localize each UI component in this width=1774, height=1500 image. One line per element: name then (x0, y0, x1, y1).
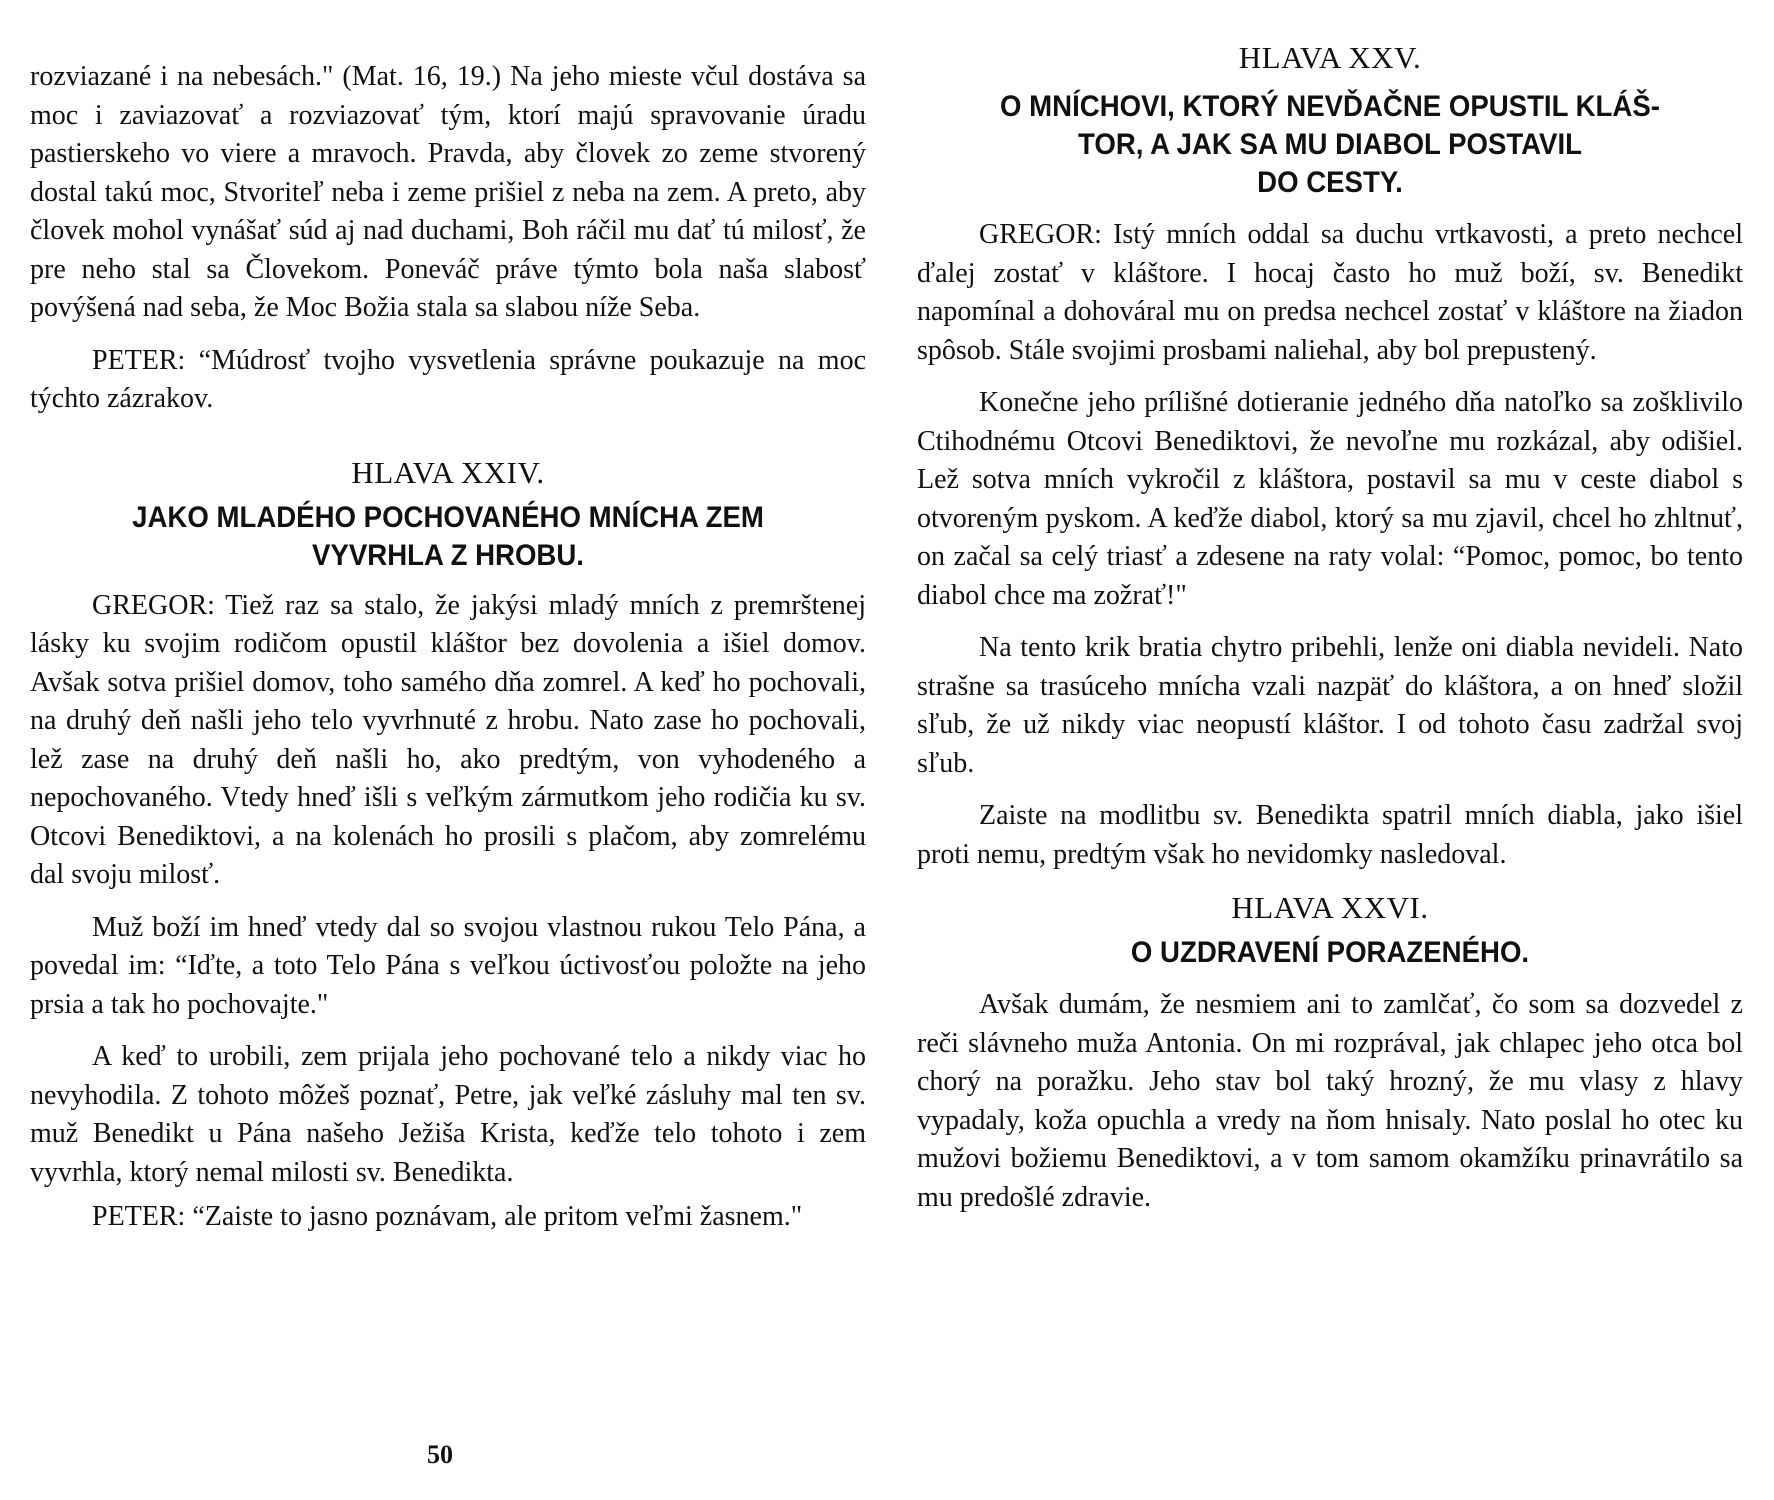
paragraph: Avšak dumám, že nesmiem ani to zamlčať, čo som sa dozvedel z reči slávneho muža Antonia. On mi rozprával, jak chlapec jeho otca bol chorý na poražku. Jeho stav bol taký hrozný, že mu vlasy z hlavy vypadaly, koža opuchla a vredy na ňom hnisaly. Nato poslal ho otec ku mužovi božiemu Benediktovi, a v tom samom okamžíku prinavrátilo sa mu predošlé zdravie. (917, 989, 1743, 1213)
paragraph: Muž boží im hneď vtedy dal so svojou vlastnou rukou Telo Pána, a povedal im: “Iďte, a toto Telo Pána s veľkou úctivosťou položte na jeho prsia a tak ho pochovajte." (30, 911, 866, 1020)
paragraph: Zaiste na modlitbu sv. Benedikta spatril mních diabla, jako išiel proti nemu, predtým však ho nevidomky nasledoval. (917, 800, 1743, 870)
chapter-label-xxiv: HLAVA XXIV. (351, 454, 545, 490)
chapter-label-xxv: HLAVA XXV. (1238, 40, 1422, 75)
paragraph-peter: PETER: “Zaiste to jasno poznávam, ale pritom veľmi žasnem." (92, 1201, 803, 1232)
paragraph: Na tento krik bratia chytro pribehli, lenže oni diabla nevideli. Nato strašne sa trasúceho mnícha vzali nazpäť do kláštora, a on hneď složil sľub, že už nikdy viac neopustí kláštor. I od tohoto času zadržal svoj sľub. (917, 632, 1743, 779)
paragraph-peter: PETER: “Múdrosť tvojho vysvetlenia správne poukazuje na moc týchto zázrakov. (30, 344, 866, 414)
chapter-title-xxvi: O UZDRAVENÍ PORAZENÉHO. (1130, 936, 1530, 969)
page-number: 50 (427, 1440, 453, 1469)
paragraph: rozviazané i na nebesách." (Mat. 16, 19.) Na jeho mieste včul dostáva sa moc i zaviazovať a rozviazovať tým, ktorí majú spravovanie úradu pastierskeho vo viere a mravoch. Pravda, aby človek zo zeme stvorený dostal takú moc, Stvoriteľ neba i zeme prišiel z neba na zem. A preto, aby človek mohol vynášať súd aj nad duchami, Boh ráčil mu dať tú milosť, že pre neho stal sa Človekom. Poneváč práve týmto bola naša slabosť povýšená nad seba, že Moc Božia stala sa slabou níže Seba. (30, 61, 866, 323)
title-line: DO CESTY. (1257, 166, 1403, 199)
title-line: O MNÍCHOVI, KTORÝ NEVĎAČNE OPUSTIL KLÁŠ- (1000, 90, 1660, 123)
right-page (917, 38, 1743, 1217)
paragraph: A keď to urobili, zem prijala jeho pochované telo a nikdy viac ho nevyhodila. Z tohoto môžeš poznať, Petre, jak veľké zásluhy mal ten sv. muž Benedikt u Pána našeho Ježiša Krista, keďže telo tohoto i zem vyvrhla, ktorý nemal milosti sv. Benedikta. (30, 1041, 866, 1188)
paragraph-gregor: GREGOR: Istý mních oddal sa duchu vrtkavosti, a preto nechcel ďalej zostať v kláštore. I hocaj často ho muž boží, sv. Benedikt napomínal a dohováral mu on predsa nechcel zostať v kláštore na žiadon spôsob. Stále svojimi prosbami naliehal, aby bol prepustený. (917, 219, 1743, 366)
paragraph: Konečne jeho prílišné dotieranie jedného dňa natoľko sa zošklivilo Ctihodnému Otcovi Benediktovi, že nevoľne mu rozkázal, aby odišiel. Lež sotva mních vykročil z kláštora, postavil sa mu v ceste diabol s otvoreným pyskom. A keďže diabol, ktorý sa mu zjavil, chcel ho zhltnuť, on začal sa celý triasť a zdesene na raty volal: “Pomoc, pomoc, bo tento diabol chce ma zožrať!" (917, 387, 1743, 611)
left-page (30, 58, 866, 1237)
chapter-label-xxvi: HLAVA XXVI. (1231, 890, 1429, 925)
chapter-title-xxv (950, 88, 1710, 202)
paragraph-gregor: GREGOR: Tiež raz sa stalo, že jakýsi mladý mních z premrštenej lásky ku svojim rodičom opustil kláštor bez dovolenia a išiel domov. Avšak sotva prišiel domov, toho samého dňa zomrel. A keď ho pochovali, na druhý deň našli jeho telo vyvrhnuté z hrobu. Nato zase ho pochovali, lež zase na druhý deň našli ho, ako predtým, von vyhodeného a nepochovaného. Vtedy hneď išli s veľkým zármutkom jeho rodičia ku sv. Otcovi Benediktovi, a na kolenách ho prosili s plačom, aby zomrelému dal svoju milosť. (30, 589, 866, 890)
title-line: TOR, A JAK SA MU DIABOL POSTAVIL (1078, 128, 1582, 161)
chapter-title-xxiv: JAKO MLADÉHO POCHOVANÉHO MNÍCHA ZEM VYVRHLA Z HROBU. (132, 500, 764, 572)
